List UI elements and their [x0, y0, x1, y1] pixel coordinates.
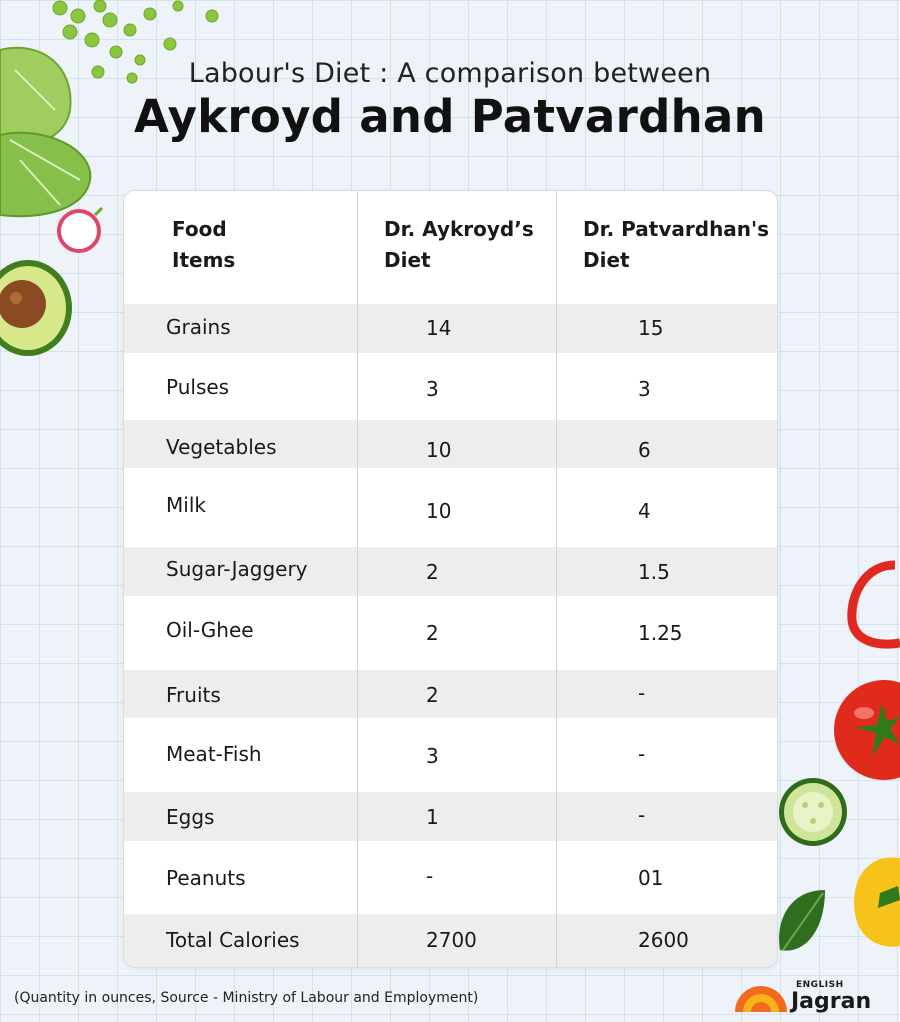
- spinach-leaf-decoration: [775, 885, 830, 960]
- cell-food-item: Peanuts: [166, 866, 246, 890]
- cell-patvardhan-value: -: [638, 803, 646, 827]
- cell-aykroyd-value: 3: [426, 377, 439, 401]
- logo-small-text: ENGLISH: [796, 980, 844, 990]
- cell-patvardhan-value: -: [638, 681, 646, 705]
- cell-food-item: Pulses: [166, 375, 230, 399]
- page-title-line2: Aykroyd and Patvardhan: [134, 90, 766, 143]
- row-shade: [124, 670, 777, 718]
- row-shade: [124, 792, 777, 841]
- tomato-decoration: [832, 675, 900, 785]
- cell-food-item: Fruits: [166, 683, 221, 707]
- pepper-slice-decoration: [840, 555, 900, 655]
- cell-food-item: Meat-Fish: [166, 742, 262, 766]
- column-divider: [556, 191, 557, 967]
- yellow-pepper-decoration: [850, 838, 900, 953]
- cell-aykroyd-value: 3: [426, 744, 439, 768]
- cell-aykroyd-value: 10: [426, 438, 452, 462]
- cell-patvardhan-value: 15: [638, 316, 664, 340]
- cell-patvardhan-value: 1.5: [638, 560, 670, 584]
- cell-food-item: Eggs: [166, 805, 215, 829]
- header-patvardhan-diet: Dr. Patvardhan's Diet: [583, 217, 770, 272]
- cell-aykroyd-value: 1: [426, 805, 439, 829]
- sun-logo-icon: [733, 982, 789, 1012]
- cell-patvardhan-value: 01: [638, 866, 664, 890]
- cell-aykroyd-value: 2: [426, 683, 439, 707]
- header-food-items: Food Items: [172, 217, 236, 272]
- cell-food-item: Grains: [166, 315, 231, 339]
- cell-aykroyd-value: 2: [426, 560, 439, 584]
- jagran-logo: [733, 976, 873, 1016]
- cell-aykroyd-value: 14: [426, 316, 452, 340]
- logo-wordmark: Jagran: [791, 989, 872, 1014]
- cell-food-item: Oil-Ghee: [166, 618, 254, 642]
- radish-decoration: [55, 205, 105, 255]
- cell-aykroyd-value: 2: [426, 621, 439, 645]
- cell-food-item: Sugar-Jaggery: [166, 557, 308, 581]
- cell-patvardhan-value: 3: [638, 377, 651, 401]
- cell-food-item: Vegetables: [166, 435, 277, 459]
- cell-food-item: Total Calories: [166, 928, 300, 952]
- column-divider: [357, 191, 358, 967]
- cell-patvardhan-value: 2600: [638, 928, 689, 952]
- page-title-line1: Labour's Diet : A comparison between: [188, 58, 712, 89]
- header-aykroyd-diet: Dr. Aykroyd’s Diet: [384, 217, 534, 272]
- diet-comparison-table: [123, 190, 778, 968]
- cell-patvardhan-value: 4: [638, 499, 651, 523]
- cucumber-decoration: [775, 775, 855, 850]
- cell-aykroyd-value: -: [426, 864, 434, 888]
- cell-aykroyd-value: 10: [426, 499, 452, 523]
- avocado-decoration: [0, 258, 75, 358]
- cell-patvardhan-value: 6: [638, 438, 651, 462]
- source-footnote: (Quantity in ounces, Source - Ministry of Labour and Employment): [14, 990, 479, 1006]
- cell-aykroyd-value: 2700: [426, 928, 477, 952]
- cell-patvardhan-value: 1.25: [638, 621, 683, 645]
- cell-patvardhan-value: -: [638, 742, 646, 766]
- cell-food-item: Milk: [166, 493, 206, 517]
